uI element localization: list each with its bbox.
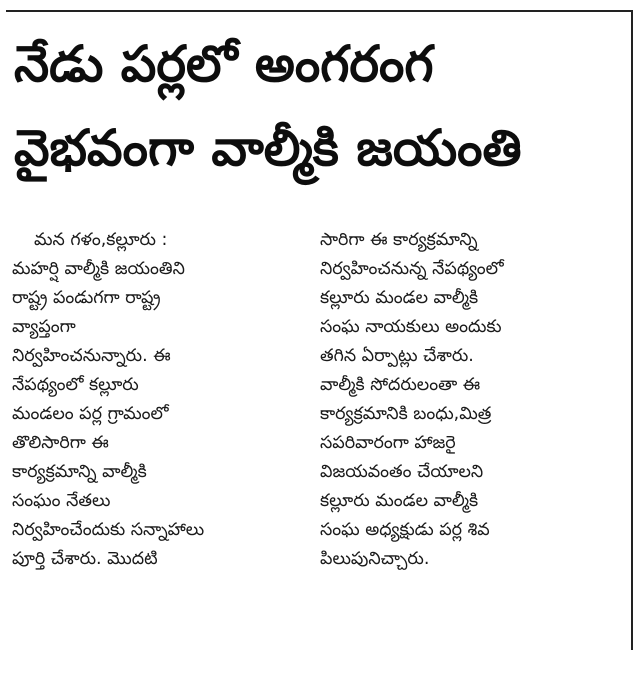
body-line: విజయవంతం చేయాలని xyxy=(320,462,484,482)
body-line: కల్లూరు మండల వాల్మీకి xyxy=(320,491,479,511)
body-line: మండలం పర్ల గ్రామంలో xyxy=(12,404,169,424)
body-line: రాష్ట్ర పండుగగా రాష్ట్ర xyxy=(12,288,161,308)
body-line: నిర్వహించేందుకు సన్నాహాలు xyxy=(12,520,205,540)
article-column-left xyxy=(12,226,302,574)
body-line: నిర్వహించనున్న నేపథ్యంలో xyxy=(320,259,504,279)
body-line: సపరివారంగా హాజరై xyxy=(320,433,456,453)
body-line: కల్లూరు మండల వాల్మీకి xyxy=(320,288,479,308)
article-column-right xyxy=(320,226,620,574)
headline-line: నేడు పర్లలో అంగరంగ xyxy=(14,35,434,93)
body-line: నేపథ్యంలో కల్లూరు xyxy=(12,375,139,395)
body-line: మహర్షి వాల్మీకి జయంతిని xyxy=(12,259,185,279)
body-line: సంఘం నేతలు xyxy=(12,491,111,511)
body-line: నిర్వహించనున్నారు. ఈ xyxy=(12,346,171,366)
right-border-rule xyxy=(631,10,633,650)
body-line: సారిగా ఈ కార్యక్రమాన్ని xyxy=(320,230,478,250)
body-line: మన గళం,కల్లూరు : xyxy=(34,230,168,250)
body-line: వాల్మీకి సోదరులంతా ఈ xyxy=(320,375,481,395)
article-headline xyxy=(14,22,626,190)
body-line: కార్యక్రమానికి బంధు,మిత్ర xyxy=(320,404,492,424)
top-border-rule xyxy=(6,10,632,12)
body-line: సంఘ అధ్యక్షుడు పర్ల శివ xyxy=(320,520,490,540)
body-line: తొలిసారిగా ఈ xyxy=(12,433,109,453)
body-line: సంఘ నాయకులు అందుకు xyxy=(320,317,502,337)
body-line: పిలుపునిచ్చారు. xyxy=(320,549,430,569)
body-line: కార్యక్రమాన్ని వాల్మీకి xyxy=(12,462,147,482)
body-line: పూర్తి చేశారు. మొదటి xyxy=(12,549,158,569)
headline-line: వైభవంగా వాల్మీకి జయంతి xyxy=(14,119,522,177)
body-line: వ్యాప్తంగా xyxy=(12,317,76,337)
body-line: తగిన ఏర్పాట్లు చేశారు. xyxy=(320,346,474,366)
